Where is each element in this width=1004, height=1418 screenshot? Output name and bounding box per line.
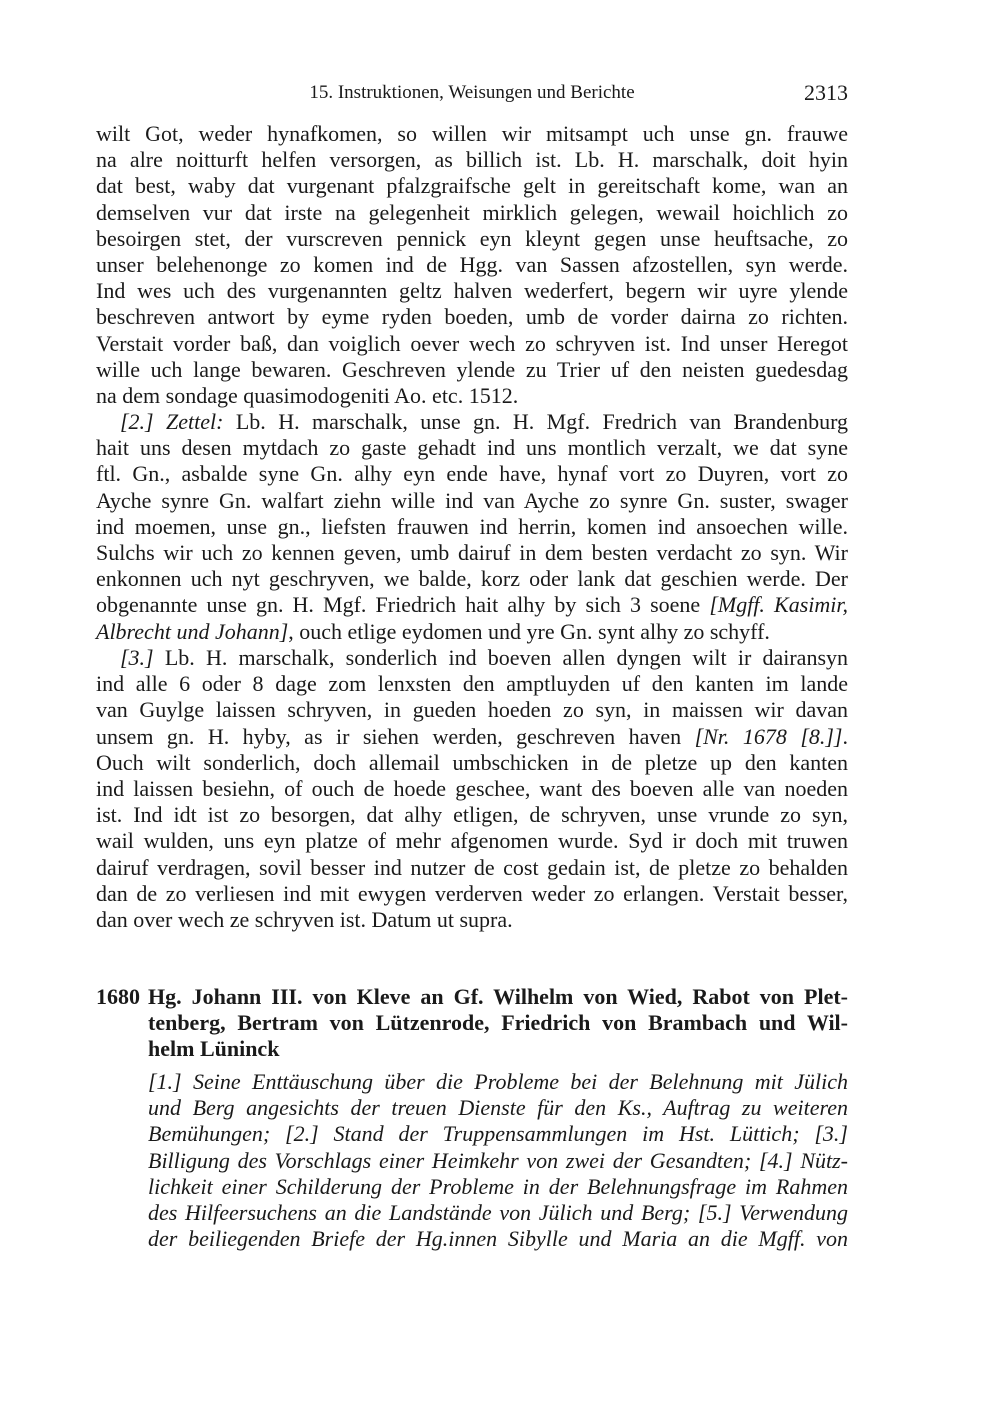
text-line: Verstait vorder baß, dan voiglich oever wech zo schryven ist. Ind unser Heregot [96, 330, 848, 356]
document-title [148, 984, 848, 1063]
editorial-note: Albrecht und Johann] [96, 618, 289, 644]
regest-line: Billigung des Vorschlags einer Heimkehr von zwei der Gesandten; [4.] Nütz- [148, 1147, 848, 1173]
paragraph-2 [96, 409, 848, 645]
title-line: tenberg, Bertram von Lützenrode, Friedrich von Brambach und Wil- [148, 1010, 848, 1036]
page-number: 2313 [804, 80, 848, 105]
document-number: 1680 [96, 984, 140, 1009]
text-line: Albrecht und Johann], ouch etlige eydomen und yre Gn. synt alhy zo schyff. [96, 618, 770, 644]
text-line: beschreven antwort by eyme ryden boeden, umb de vorder dairna zo richten. [96, 304, 848, 330]
text-line: ftl. Gn., asbalde syne Gn. alhy eyn ende have, hynaf vort zo Duyren, vort zo [96, 461, 848, 487]
regest-line: und Berg angesichts der treuen Dienste für den Ks., Auftrag zu weiteren [148, 1095, 848, 1121]
cross-reference: [Nr. 1678 [8.]] [694, 723, 843, 749]
regest-line: Bemühungen; [2.] Stand der Truppensammlungen im Hst. Lüttich; [3.] [148, 1121, 848, 1147]
text-line: hait uns desen mytdach zo gaste gehadt ind uns montlich verzalt, we dat syne [96, 435, 848, 461]
regest-line: lichkeit einer Schilderung der Probleme in der Belehnungsfrage im Rahmen [148, 1173, 848, 1199]
title-line: Hg. Johann III. von Kleve an Gf. Wilhelm von Wied, Rabot von Plet- [148, 984, 848, 1009]
regest-line: der beiliegenden Briefe der Hg.innen Sibylle und Maria an die Mgff. von [148, 1226, 848, 1252]
running-header [96, 80, 848, 108]
text-line: ind laissen besiehn, of ouch de hoede geschee, want des boeven alle van noeden [96, 775, 848, 801]
text-line: na dem sondage quasimodogeniti Ao. etc. 1512. [96, 382, 519, 408]
document-regest [148, 1069, 848, 1252]
paragraph-1 [96, 121, 848, 409]
text-line: dairuf verdragen, sovil besser ind nutzer de cost gedain ist, de pletze zo behalden [96, 854, 848, 880]
text-line: [2.] Zettel: Lb. H. marschalk, unse gn. H. Mgf. Fredrich van Brandenburg [120, 409, 848, 434]
text-line: Ouch wilt sonderlich, doch allemail umbschicken in de pletze up den kanten [96, 749, 848, 775]
text-line: obgenannte unse gn. H. Mgf. Friedrich hait alhy by sich 3 soene [Mgff. Kasimir, [96, 592, 849, 618]
paragraph-3 [96, 645, 848, 933]
running-title: 15. Instruktionen, Weisungen und Berichte [309, 82, 635, 103]
text-line: demselven vur dat irste na gelegenheit mirklich gelegen, wewail hoichlich zo [96, 199, 848, 225]
text-line: wille uch lange bewaren. Geschreven ylende zu Trier uf den neisten guedesdag [96, 356, 848, 382]
text-line: [3.] Lb. H. marschalk, sonderlich ind boeven allen dyngen wilt ir dairansyn [120, 645, 849, 670]
text-line: Ayche synre Gn. walfart ziehn wille ind van Ayche zo synre Gn. suster, swager [96, 487, 848, 513]
text-line: Ind wes uch des vurgenannten geltz halven wederfert, begern wir uyre ylende [96, 278, 848, 304]
text-line: wail wulden, uns eyn platze of mehr afgenomen wurde. Syd ir doch mit truwen [96, 828, 848, 854]
text-line: unsem gn. H. hyby, as ir siehen werden, geschreven haven [Nr. 1678 [8.]]. [96, 723, 848, 749]
text-line: ind alle 6 oder 8 dage zom lenxsten den amptluyden uf den kanten im lande [96, 671, 848, 697]
text-line: na alre noitturft helfen versorgen, as billich ist. Lb. H. marschalk, doit hyin [96, 147, 848, 173]
text-line: dan de zo verliesen ind mit ewygen verderven weder zo erlangen. Verstait besser, [96, 880, 848, 906]
regest-line: [1.] Seine Enttäuschung über die Probleme bei der Belehnung mit Jülich [148, 1069, 848, 1094]
text-line: dat best, waby dat vurgenant pfalzgraifsche gelt in gereitschaft kome, wan an [96, 173, 848, 199]
text-line: besoirgen stet, der vurscreven pennick eyn kleynt gegen unse heuftsache, zo [96, 225, 848, 251]
text-line: dan over wech ze schryven ist. Datum ut supra. [96, 906, 513, 932]
paragraph-label: [3.] [120, 645, 154, 670]
text-line: Sulchs wir uch zo kennen geven, umb dairuf in dem besten verdacht zo syn. Wir [96, 539, 848, 565]
text-line: van Guylge laissen schryven, in gueden hoeden zo syn, in maissen wir davan [96, 697, 848, 723]
title-line: helm Lüninck [148, 1036, 280, 1062]
editorial-note: [Mgff. Kasimir, [709, 592, 849, 618]
text-line: enkonnen uch nyt geschryven, we balde, korz oder lank dat geschien werde. Der [96, 566, 848, 592]
regest-line: des Hilfeersuchens an die Landstände von Jülich und Berg; [5.] Verwendung [148, 1199, 848, 1225]
text-line: wilt Got, weder hynafkomen, so willen wir mitsampt uch unse gn. frauwe [96, 121, 848, 146]
paragraph-label: [2.] Zettel: [120, 409, 224, 434]
text-line: ind moemen, unse gn., liefsten frauwen ind herrin, komen ind ansoechen wille. [96, 513, 848, 539]
text-line: ist. Ind idt ist zo besorgen, dat alhy etligen, de schryven, unse vrunde zo syn, [96, 802, 848, 828]
text-line: unser belehenonge zo komen ind de Hgg. van Sassen afzostellen, syn werde. [96, 251, 848, 277]
